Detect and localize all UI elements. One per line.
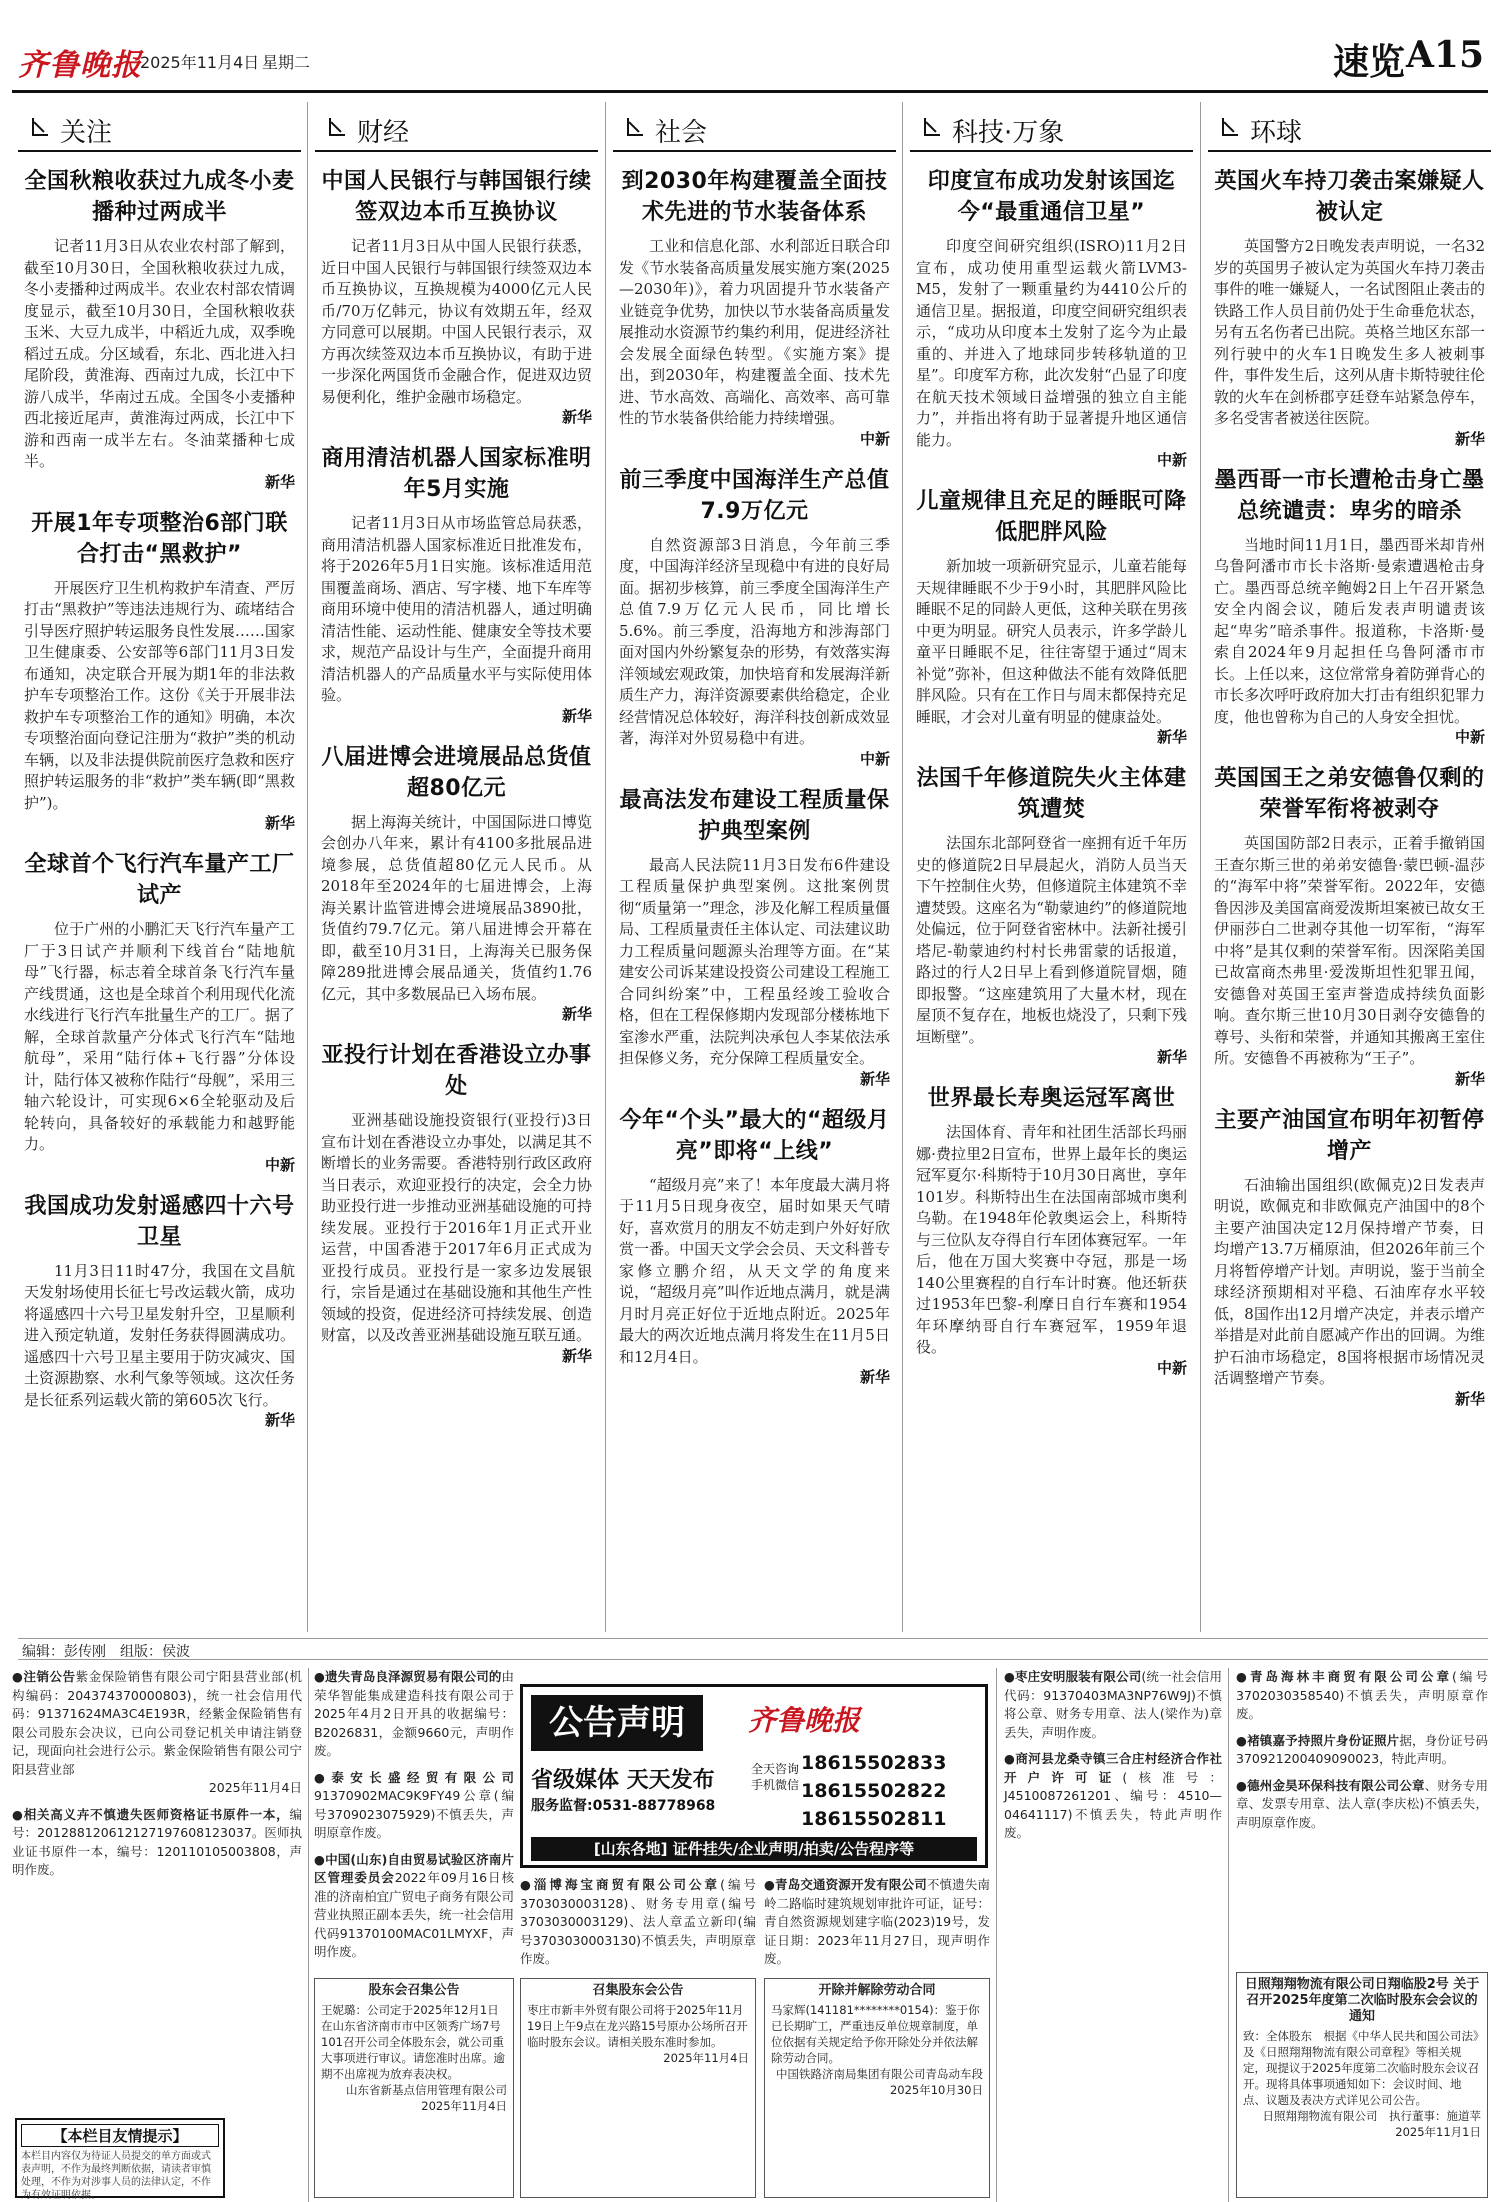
box-body: 致：全体股东 根据《中华人民共和国公司法》及《日照翔翔物流有限公司章程》等相关规定，现提议于2025年度第二次临时股东会议召开。现将具体事项通知如下：会议时间、地点、议题及表决方式详见公司公告。 xyxy=(1243,2029,1480,2107)
news-article xyxy=(613,465,896,779)
classified-ad xyxy=(520,1876,756,1969)
weekday: 星期二 xyxy=(262,53,311,72)
news-column xyxy=(613,102,896,1632)
article-headline[interactable]: 世界最长寿奥运冠军离世 xyxy=(927,1086,1176,1111)
promo-logo: 齐鲁晚报 xyxy=(748,1704,861,1737)
column-divider xyxy=(605,102,606,1632)
ad-body: (统一社会信用代码：91370403MA3NP76W9J)不慎将公章、财务专用章、法人(梁作为)章丢失，声明作废。 xyxy=(1004,1669,1222,1740)
article-body: 新加坡一项新研究显示，儿童若能每天规律睡眠不少于9小时，其肥胖风险比睡眠不足的同龄人更低，这种关联在男孩中更为明显。研究人员表示，许多学龄儿童平日睡眠不足，往往寄望于通过“周末补觉”弥补，但这种做法不能有效降低肥胖风险。只有在工作日与周末都保持充足睡眠，才会对儿童有明显的健康益处。 xyxy=(916,557,1187,726)
box-title: 开除并解除劳动合同 xyxy=(818,1983,936,1998)
box-title: 股东会召集公告 xyxy=(368,1983,460,1998)
news-article xyxy=(613,1105,896,1398)
ad-body: 紫金保险销售有限公司宁阳县营业部(机构编码：204374370000803)，统一社会信用代码：91371624MA3C4E193R，经紫金保险销售有限公司股东会决议，已向公司登记机关申请注销登记，现面向社会进行公示。紫金保险销售有限公司宁阳县营业部 xyxy=(12,1669,302,1777)
news-article xyxy=(18,166,301,502)
promo-box xyxy=(520,1684,988,1868)
article-headline[interactable]: 开展1年专项整治6部门联合打击“黑救护” xyxy=(31,510,288,567)
article-source: 新华 xyxy=(264,1411,295,1429)
box-signature: 中国铁路济南局集团有限公司青岛动车段 xyxy=(776,2067,983,2081)
article-body: 亚洲基础设施投资银行(亚投行)3日宣布计划在香港设立办事处，以满足其不断增长的业务需要。香港特别行政区政府当日表示，欢迎亚投行的决定，会全力协助亚投行进一步推动亚洲基础设施的可持续发展。亚投行于2016年1月正式开业运营，中国香港于2017年6月正式成为亚投行成员。亚投行是一家多边发展银行，宗旨是通过在基础设施和其他生产性领域的投资，促进经济可持续发展、创造财富，以及改善亚洲基础设施互联互通。 xyxy=(321,1111,592,1344)
classified-ad xyxy=(764,1876,990,1969)
notice-title: 【本栏目友情提示】 xyxy=(21,2124,219,2147)
classified-ad xyxy=(1004,1668,1222,1742)
ad-box xyxy=(1236,1972,1488,2198)
ad-body: 2022年09月16日核准的济南柏宜广贸电子商务有限公司营业执照正副本丢失，统一社会信用代码91370100MAC01LMYXF，声明作废。 xyxy=(314,1870,515,1959)
article-body: 位于广州的小鹏汇天飞行汽车量产工厂于3日试产并顺利下线首台“陆地航母”飞行器，标志着全球首条飞行汽车量产线贯通，这也是全球首个利用现代化流水线进行飞行汽车批量生产的工厂。据了解，全球首款量产分体式飞行汽车“陆地航母”，采用“陆行体+飞行器”分体设计，陆行体又被称作陆行“母舰”，采用三轴六轮设计，可实现6×6全轮驱动及后轮转向，具备较好的承载能力和越野能力。 xyxy=(24,920,295,1153)
article-body: 法国东北部阿登省一座拥有近千年历史的修道院2日早晨起火，消防人员当天下午控制住火势，但修道院主体建筑不幸遭焚毁。这座名为“勒蒙迪约”的修道院地处偏远，位于阿登省密林中。法新社援引塔尼-勒蒙迪约村村长弗雷蒙的话报道，路过的行人2日早上看到修道院冒烟，随即报警。“这座建筑用了大量木材，现在屋顶不复存在，地板也烧没了，只剩下残垣断壁”。 xyxy=(916,834,1187,1046)
article-headline[interactable]: 墨西哥一市长遭枪击身亡墨总统谴责：卑劣的暗杀 xyxy=(1214,467,1485,524)
article-body: 法国体育、青年和社团生活部长玛丽娜·费拉里2日宣布，世界上最年长的奥运冠军夏尔·科斯特于10月30日离世，享年101岁。科斯特出生在法国南部城市奥利乌勒。在1948年伦敦奥运会上，科斯特与三位队友夺得自行车团体赛冠军。一年后，他在万国大奖赛中夺冠，那是一场140公里赛程的自行车计时赛。他还斩获过1953年巴黎-利摩日自行车赛和1954年环摩纳哥自行车赛冠军，1959年退役。 xyxy=(916,1123,1187,1356)
article-headline[interactable]: 主要产油国宣布明年初暂停增产 xyxy=(1214,1107,1485,1164)
article-body: “超级月亮”来了！本年度最大满月将于11月5日现身夜空，届时如果天气晴好，喜欢赏月的朋友不妨走到户外好好欣赏一番。中国天文学会会员、天文科普专家修立鹏介绍，从天文学的角度来说，“超级月亮”叫作近地点满月，就是满月时月亮正好位于近地点附近。2025年最大的两次近地点满月将发生在11月5日和12月4日。 xyxy=(619,1175,890,1366)
ad-body: (编号3703030003128)、财务专用章(编号3703030003129)、法人章孟立新印(编号3703030003130)不慎丢失，声明原章作废。 xyxy=(520,1877,756,1966)
news-article xyxy=(315,166,598,437)
article-headline[interactable]: 英国国王之弟安德鲁仅剩的荣誉军衔将被剥夺 xyxy=(1214,766,1485,822)
article-source: 新华 xyxy=(561,1005,592,1023)
article-source: 新华 xyxy=(561,1346,592,1365)
box-signature: 日照翔翔物流有限公司 执行董事：施道苹 xyxy=(1262,2109,1481,2123)
article-headline[interactable]: 法国千年修道院失火主体建筑遭焚 xyxy=(916,766,1187,822)
phone-number[interactable]: 18615502833 xyxy=(801,1752,947,1774)
phone-number[interactable]: 18615502811 xyxy=(801,1808,947,1830)
classified-ad xyxy=(1236,1732,1488,1769)
article-source: 新华 xyxy=(561,408,592,426)
column-header xyxy=(18,102,301,152)
box-body: 马家辉(141181********0154)：鉴于你已长期旷工，严重违反单位规章制度，单位依据有关规定给予你开除处分并依法解除劳动合同。 xyxy=(771,2003,980,2065)
article-headline[interactable]: 中国人民银行与韩国银行续签双边本币互换协议 xyxy=(321,169,592,225)
article-source: 新华 xyxy=(1156,728,1187,746)
section-corner-icon xyxy=(1216,116,1238,138)
box-date: 2025年11月4日 xyxy=(421,2099,507,2113)
news-article xyxy=(315,742,598,1035)
phone-number[interactable]: 18615502822 xyxy=(801,1780,947,1802)
article-body: 自然资源部3日消息，今年前三季度，中国海洋经济呈现稳中有进的良好局面。据初步核算，前三季度全国海洋生产总值7.9万亿元人民币，同比增长5.6%。前三季度，沿海地方和涉海部门面对国内外纷繁复杂的形势，有效落实海洋领域宏观政策，加快培育和发展海洋新质生产力，海洋资源要素供给稳定，企业经营情况总体较好，海洋科技创新成效显著，海洋对外贸易稳中有进。 xyxy=(619,535,890,747)
news-article xyxy=(1208,166,1491,459)
article-headline[interactable]: 英国火车持刀袭击案嫌疑人被认定 xyxy=(1214,169,1485,225)
article-headline[interactable]: 前三季度中国海洋生产总值7.9万亿元 xyxy=(619,467,890,524)
classified-ads xyxy=(12,1668,1488,2202)
editor-credit: 编辑：彭传刚 组版：侯波 xyxy=(18,1638,1488,1660)
article-source: 中新 xyxy=(859,429,890,448)
article-source: 中新 xyxy=(264,1155,295,1174)
section-corner-icon xyxy=(621,116,643,138)
section-corner-icon xyxy=(26,116,48,138)
masthead xyxy=(0,0,1500,96)
column-label: 关注 xyxy=(60,118,113,148)
article-body: 印度空间研究组织(ISRO)11月2日宣布，成功使用重型运载火箭LVM3-M5，发射了一颗重量约为4410公斤的通信卫星。据报道，印度空间研究组织表示，“成功从印度本土发射了迄今为止最重的、并进入了地球同步转移轨道的卫星”。印度军方称，此次发射“凸显了印度在航天技术领域日益增强的独立自主能力”，并指出将有助于显著提升地区通信能力。 xyxy=(916,237,1187,449)
article-body: 最高人民法院11月3日发布6件建设工程质量保护典型案例。这批案例贯彻“质量第一”理念，涉及化解工程质量僵局、工程质量责任主体认定、司法建议助力工程质量问题源头治理等方面。在“某建安公司诉某建设投资公司建设工程施工合同纠纷案”中，工程虽经竣工验收合格，但在工程保修期内发现部分楼栋地下室渗水严重，法院判决承包人李某依法承担保修义务，充分保障工程质量安全。 xyxy=(619,855,890,1067)
ad-body: 由荣华智能集成建造科技有限公司于2025年4月2日开具的收据编号：B2026831，金额9660元，声明作废。 xyxy=(314,1669,514,1758)
ad-body: (核准号：J4510087261201、编号：4510—04641117)不慎丢失，特此声明作废。 xyxy=(1004,1769,1222,1840)
page-number: A15 xyxy=(1405,34,1484,76)
ad-body: 据，身份证号码370921200409090023，特此声明。 xyxy=(1236,1732,1488,1766)
section-corner-icon xyxy=(918,116,940,138)
notice-body: 本栏目内容仅为待证人员提交的单方面或式表声明，不作为最终判断依据，请读者审慎处理，不作为对涉事人员的法律认定，不作为有效证明依据。 xyxy=(21,2151,211,2201)
section-corner-icon xyxy=(323,116,345,138)
box-body: 枣庄市新丰外贸有限公司将于2025年11月19日上午9点在龙兴路15号原办公场所召开临时股东会议。请相关股东准时参加。 xyxy=(527,2003,748,2049)
ad-body: 不慎遗失南岭二路临时建筑规划审批许可证，证号：青自然资源规划建字临(2023)19号，发证日期：2023年11月27日，现声明作废。 xyxy=(764,1877,990,1966)
ad-title: ●青岛交通资源开发有限公司 xyxy=(764,1877,927,1892)
ad-title: ●相关高义卉不慎遗失医师资格证书原件一本， xyxy=(12,1806,290,1822)
column-header xyxy=(315,102,598,152)
article-source: 新华 xyxy=(1454,1069,1485,1088)
news-article xyxy=(910,763,1193,1077)
news-article xyxy=(910,166,1193,480)
classified-ad xyxy=(1236,1777,1488,1833)
promo-hotline: 服务监督:0531-88778968 xyxy=(531,1798,716,1814)
column-header xyxy=(613,102,896,152)
publication-date: 2025年11月4日 xyxy=(140,53,260,72)
section-name: 速览 xyxy=(1332,42,1405,83)
classified-ad xyxy=(314,1851,514,1962)
column-label: 科技·万象 xyxy=(952,118,1065,148)
article-source: 中新 xyxy=(859,749,890,768)
article-body: 记者11月3日从市场监管总局获悉，商用清洁机器人国家标准近日批准发布，将于2026年5月1日实施。该标准适用范围覆盖商场、酒店、写字楼、地下车库等商用环境中使用的清洁机器人，通过明确清洁性能、运动性能、健康安全等技术要求，规范产品设计与生产，全面提升商用清洁机器人的产品质量水平与实际使用体验。 xyxy=(321,514,592,704)
ad-body: (编号3702030358540)不慎丢失，声明原章作废。 xyxy=(1236,1669,1488,1721)
article-body: 据上海海关统计，中国国际进口博览会创办八年来，累计有4100多批展品进境参展，总货值超80亿元人民币。从2018年至2024年的七届进博会，上海海关累计监管进博会进境展品3890批，货值约79.7亿元。第八届进博会开幕在即，截至10月31日，上海海关已服务保障289批进博会展品通关，货值约1.76亿元，其中多数展品已入场布展。 xyxy=(321,812,592,1003)
news-article xyxy=(18,849,301,1185)
classified-ad xyxy=(12,1806,302,1880)
article-headline[interactable]: 全球首个飞行汽车量产工厂试产 xyxy=(24,852,295,908)
box-title: 日照翔翔物流有限公司日翔临股2号 关于召开2025年度第二次临时股东会会议的通知 xyxy=(1244,1977,1480,2024)
ad-title: ●遗失青岛良泽源贸易有限公司的 xyxy=(314,1669,502,1684)
promo-labels: 全天咨询 手机微信 xyxy=(751,1762,800,1792)
ad-title: ●商河县龙桑寺镇三合庄村经济合作社开户许可证 xyxy=(1004,1751,1222,1785)
column-divider xyxy=(1200,102,1201,1632)
box-date: 2025年10月30日 xyxy=(889,2083,983,2097)
ad-body: 、财务专用章、发票专用章、法人章(李庆松)不慎丢失，声明原章作废。 xyxy=(1236,1777,1488,1830)
article-headline[interactable]: 最高法发布建设工程质量保护典型案例 xyxy=(619,787,890,844)
article-headline[interactable]: 今年“个头”最大的“超级月亮”即将“上线” xyxy=(619,1107,890,1164)
box-body: 王妮璐：公司定于2025年12月1日在山东省济南市市中区领秀广场7号101召开公司全体股东会，就公司重大事项进行审议。请您准时出席。逾期不出席视为放弃表决权。 xyxy=(321,2003,505,2081)
ad-divider xyxy=(1228,1668,1229,2202)
news-column xyxy=(315,102,598,1632)
newspaper-logo: 齐鲁晚报 xyxy=(18,48,142,83)
ad-title: ●褚镇嘉予持照片身份证照片 xyxy=(1236,1732,1400,1748)
article-source: 中新 xyxy=(1156,451,1187,469)
article-body: 工业和信息化部、水利部近日联合印发《节水装备高质量发展实施方案(2025—2030年)》，着力巩固提升节水装备产业链竞争优势，加快以节水装备高质量发展推动水资源节约集约利用，促进经济社会发展全面绿色转型。《实施方案》提出，到2030年，构建覆盖全面、技术先进、节水高效、高端化、高效率、高可靠性的节水装备供给能力持续增强。 xyxy=(619,237,890,427)
ad-column-6 xyxy=(1236,1668,1488,1968)
article-source: 新华 xyxy=(264,814,295,832)
article-body: 英国警方2日晚发表声明说，一名32岁的英国男子被认定为英国火车持刀袭击事件的唯一嫌疑人，一名试图阻止袭击的铁路工作人员目前仍处于生命垂危状态，另有五名伤者已出院。英格兰地区东部一列行驶中的火车1日晚发生多人被刺事件，事件发生后，这列从唐卡斯特驶往伦敦的火车在剑桥郡亨廷登车站紧急停车，多名受害者被送往医院。 xyxy=(1214,237,1485,427)
article-headline[interactable]: 印度宣布成功发射该国迄今“最重通信卫星” xyxy=(927,169,1176,225)
column-label: 财经 xyxy=(357,118,410,148)
news-article xyxy=(18,508,301,844)
ad-box xyxy=(314,1978,514,2198)
news-article xyxy=(1208,1105,1491,1419)
ad-box xyxy=(520,1978,756,2198)
news-article xyxy=(1208,763,1491,1099)
article-headline[interactable]: 我国成功发射遥感四十六号卫星 xyxy=(24,1193,295,1250)
news-article xyxy=(315,1040,598,1376)
news-column xyxy=(1208,102,1491,1632)
article-headline[interactable]: 儿童规律且充足的睡眠可降低肥胖风险 xyxy=(916,489,1187,545)
classified-ad xyxy=(12,1668,302,1798)
box-signature: 山东省新基点信用管理有限公司 xyxy=(346,2083,507,2097)
article-body: 石油输出国组织(欧佩克)2日发表声明说，欧佩克和非欧佩克产油国中的8个主要产油国决定12月保持增产节奏，日均增产13.7万桶原油，但2026年前三个月将暂停增产计划。声明说，鉴于当前全球经济预期相对平稳、石油库存水平较低，8国作出12月增产决定，并表示增产举措是对此前自愿减产作出的回调。为维护石油市场稳定，8国将根据市场情况灵活调整增产节奏。 xyxy=(1214,1175,1485,1387)
promo-phones xyxy=(801,1749,946,1833)
ad-title: ●淄博海宝商贸有限公司公章 xyxy=(520,1877,721,1892)
promo-slogan: 省级媒体 天天发布 xyxy=(531,1768,715,1793)
article-source: 新华 xyxy=(859,1069,890,1088)
article-source: 中新 xyxy=(1156,1358,1187,1377)
column-divider xyxy=(307,102,308,1632)
ad-title: ●青岛海林丰商贸有限公司公章 xyxy=(1236,1669,1453,1684)
article-source: 新华 xyxy=(1454,1389,1485,1408)
column-header xyxy=(1208,102,1491,152)
article-body: 11月3日11时47分，我国在文昌航天发射场使用长征七号改运载火箭，成功将遥感四十六号卫星发射升空，卫星顺利进入预定轨道，发射任务获得圆满成功。遥感四十六号卫星主要用于防灾减灾、国土资源勘察、水利气象等领域。这次任务是长征系列运载火箭的第605次飞行。 xyxy=(24,1261,295,1409)
news-article xyxy=(910,1083,1193,1388)
article-body: 记者11月3日从农业农村部了解到，截至10月30日，全国秋粮收获过九成，冬小麦播种过两成半。农业农村部农情调度显示，截至10月30日，全国秋粮收获玉米、大豆九成半，中稻近九成，双季晚稻过五成。分区域看，东北、西北进入扫尾阶段，黄淮海、西南过九成，长江中下游八成半，华南过五成。全国冬小麦播种西北接近尾声，黄淮海过两成，长江中下游和西南一成半左右。冬油菜播种七成半。 xyxy=(24,237,295,470)
ad-column-4 xyxy=(764,1876,990,1966)
promo-heading: 公告声明 xyxy=(531,1695,703,1751)
classified-ad xyxy=(1236,1668,1488,1724)
news-column xyxy=(910,102,1193,1632)
classified-ad xyxy=(314,1769,514,1843)
news-article xyxy=(910,486,1193,757)
article-source: 新华 xyxy=(1454,429,1485,448)
classified-ad xyxy=(1004,1750,1222,1843)
ad-title: ●德州金昊环保科技有限公司公章 xyxy=(1236,1777,1425,1793)
ad-divider xyxy=(308,1668,309,2202)
article-source: 新华 xyxy=(264,472,295,491)
column-label: 环球 xyxy=(1250,118,1303,148)
article-headline[interactable]: 全国秋粮收获过九成冬小麦播种过两成半 xyxy=(24,169,295,225)
ad-title: ●枣庄安明服装有限公司 xyxy=(1004,1669,1142,1684)
box-date: 2025年11月4日 xyxy=(663,2051,749,2065)
article-body: 开展医疗卫生机构救护车清查、严厉打击“黑救护”等违法违规行为、疏堵结合引导医疗照护转运服务良性发展……国家卫生健康委、公安部等6部门11月3日发布通知，决定联合开展为期1年的非法救护车专项整治工作。这份《关于开展非法救护车专项整治工作的通知》明确，本次专项整治面向登记注册为“救护”类的机动车辆，以及非法提供院前医疗急救和医疗照护转运服务的非“救护”类车辆(即“黑救护”)。 xyxy=(24,578,295,812)
news-article xyxy=(613,785,896,1099)
article-headline[interactable]: 商用清洁机器人国家标准明年5月实施 xyxy=(321,446,592,502)
ad-title: ●注销公告 xyxy=(12,1669,76,1684)
notice-box xyxy=(15,2118,225,2201)
masthead-rule xyxy=(12,90,1488,93)
ad-title: ●中国(山东)自由贸易试验区济南片区管理委员会 xyxy=(314,1851,514,1885)
ad-body: 91370902MAC9K9FY49公章(编号3709023075929)不慎丢失，声明原章作废。 xyxy=(314,1788,514,1840)
article-body: 记者11月3日从中国人民银行获悉，近日中国人民银行与韩国银行续签双边本币互换协议，互换规模为4000亿元人民币/70万亿韩元，协议有效期五年，经双方同意可以展期。中国人民银行表示，双方再次续签双边本币互换协议，有助于进一步深化两国货币金融合作，促进双边贸易便利化，维护金融市场稳定。 xyxy=(321,237,592,406)
ad-column-3 xyxy=(520,1876,756,1966)
ad-divider xyxy=(996,1668,997,2202)
article-headline[interactable]: 八届进博会进境展品总货值超80亿元 xyxy=(321,744,592,801)
article-source: 新华 xyxy=(859,1368,890,1386)
news-article xyxy=(315,443,598,736)
column-label: 社会 xyxy=(655,118,708,148)
article-body: 英国国防部2日表示，正着手撤销国王查尔斯三世的弟弟安德鲁·蒙巴顿-温莎的“海军中将”荣誉军衔。2022年，安德鲁因涉及美国富商爱泼斯坦案被已故女王伊丽莎白二世剥夺其他一切军衔，“海军中将”是其仅剩的荣誉军衔。因深陷美国已故富商杰弗里·爱泼斯坦性犯罪丑闻，安德鲁对英国王室声誉造成持续负面影响。查尔斯三世10月30日剥夺安德鲁的尊号、头衔和荣誉，并通知其搬离王室住所。安德鲁不再被称为“王子”。 xyxy=(1214,834,1485,1067)
news-article xyxy=(18,1191,301,1441)
ad-date: 2025年11月4日 xyxy=(208,1780,302,1795)
news-column xyxy=(18,102,301,1632)
column-divider xyxy=(902,102,903,1632)
ad-box xyxy=(764,1978,990,2198)
column-header xyxy=(910,102,1193,152)
ad-column-5 xyxy=(1004,1668,1222,2202)
classified-ad xyxy=(314,1668,514,1761)
news-article xyxy=(613,166,896,459)
ad-title: ●泰安长盛经贸有限公司 xyxy=(314,1769,514,1785)
promo-footer: [山东各地] 证件挂失/企业声明/拍卖/公告程序等 xyxy=(531,1837,977,1861)
article-source: 新华 xyxy=(561,706,592,725)
box-date: 2025年11月1日 xyxy=(1395,2125,1481,2139)
article-source: 中新 xyxy=(1454,728,1485,746)
news-article xyxy=(1208,465,1491,758)
ad-body: 编号：201288120612127197608123037。医师执业证书原件一本，编号：120110105003808，声明作废。 xyxy=(12,1806,302,1877)
article-headline[interactable]: 到2030年构建覆盖全面技术先进的节水装备体系 xyxy=(621,169,888,225)
article-body: 当地时间11月1日，墨西哥米却肯州乌鲁阿潘市市长卡洛斯·曼索遭遇枪击身亡。墨西哥总统辛鲍姆2日上午召开紧急安全内阁会议，随后发表声明谴责该起“卑劣”暗杀事件。报道称，卡洛斯·曼索自2024年9月起担任乌鲁阿潘市市长。上任以来，这位常常身着防弹背心的市长多次呼吁政府加大打击有组织犯罪力度，他也曾称为自己的人身安全担忧。 xyxy=(1214,535,1485,726)
article-source: 新华 xyxy=(1156,1048,1187,1066)
article-headline[interactable]: 亚投行计划在香港设立办事处 xyxy=(321,1043,592,1099)
box-title: 召集股东会公告 xyxy=(592,1983,684,1998)
